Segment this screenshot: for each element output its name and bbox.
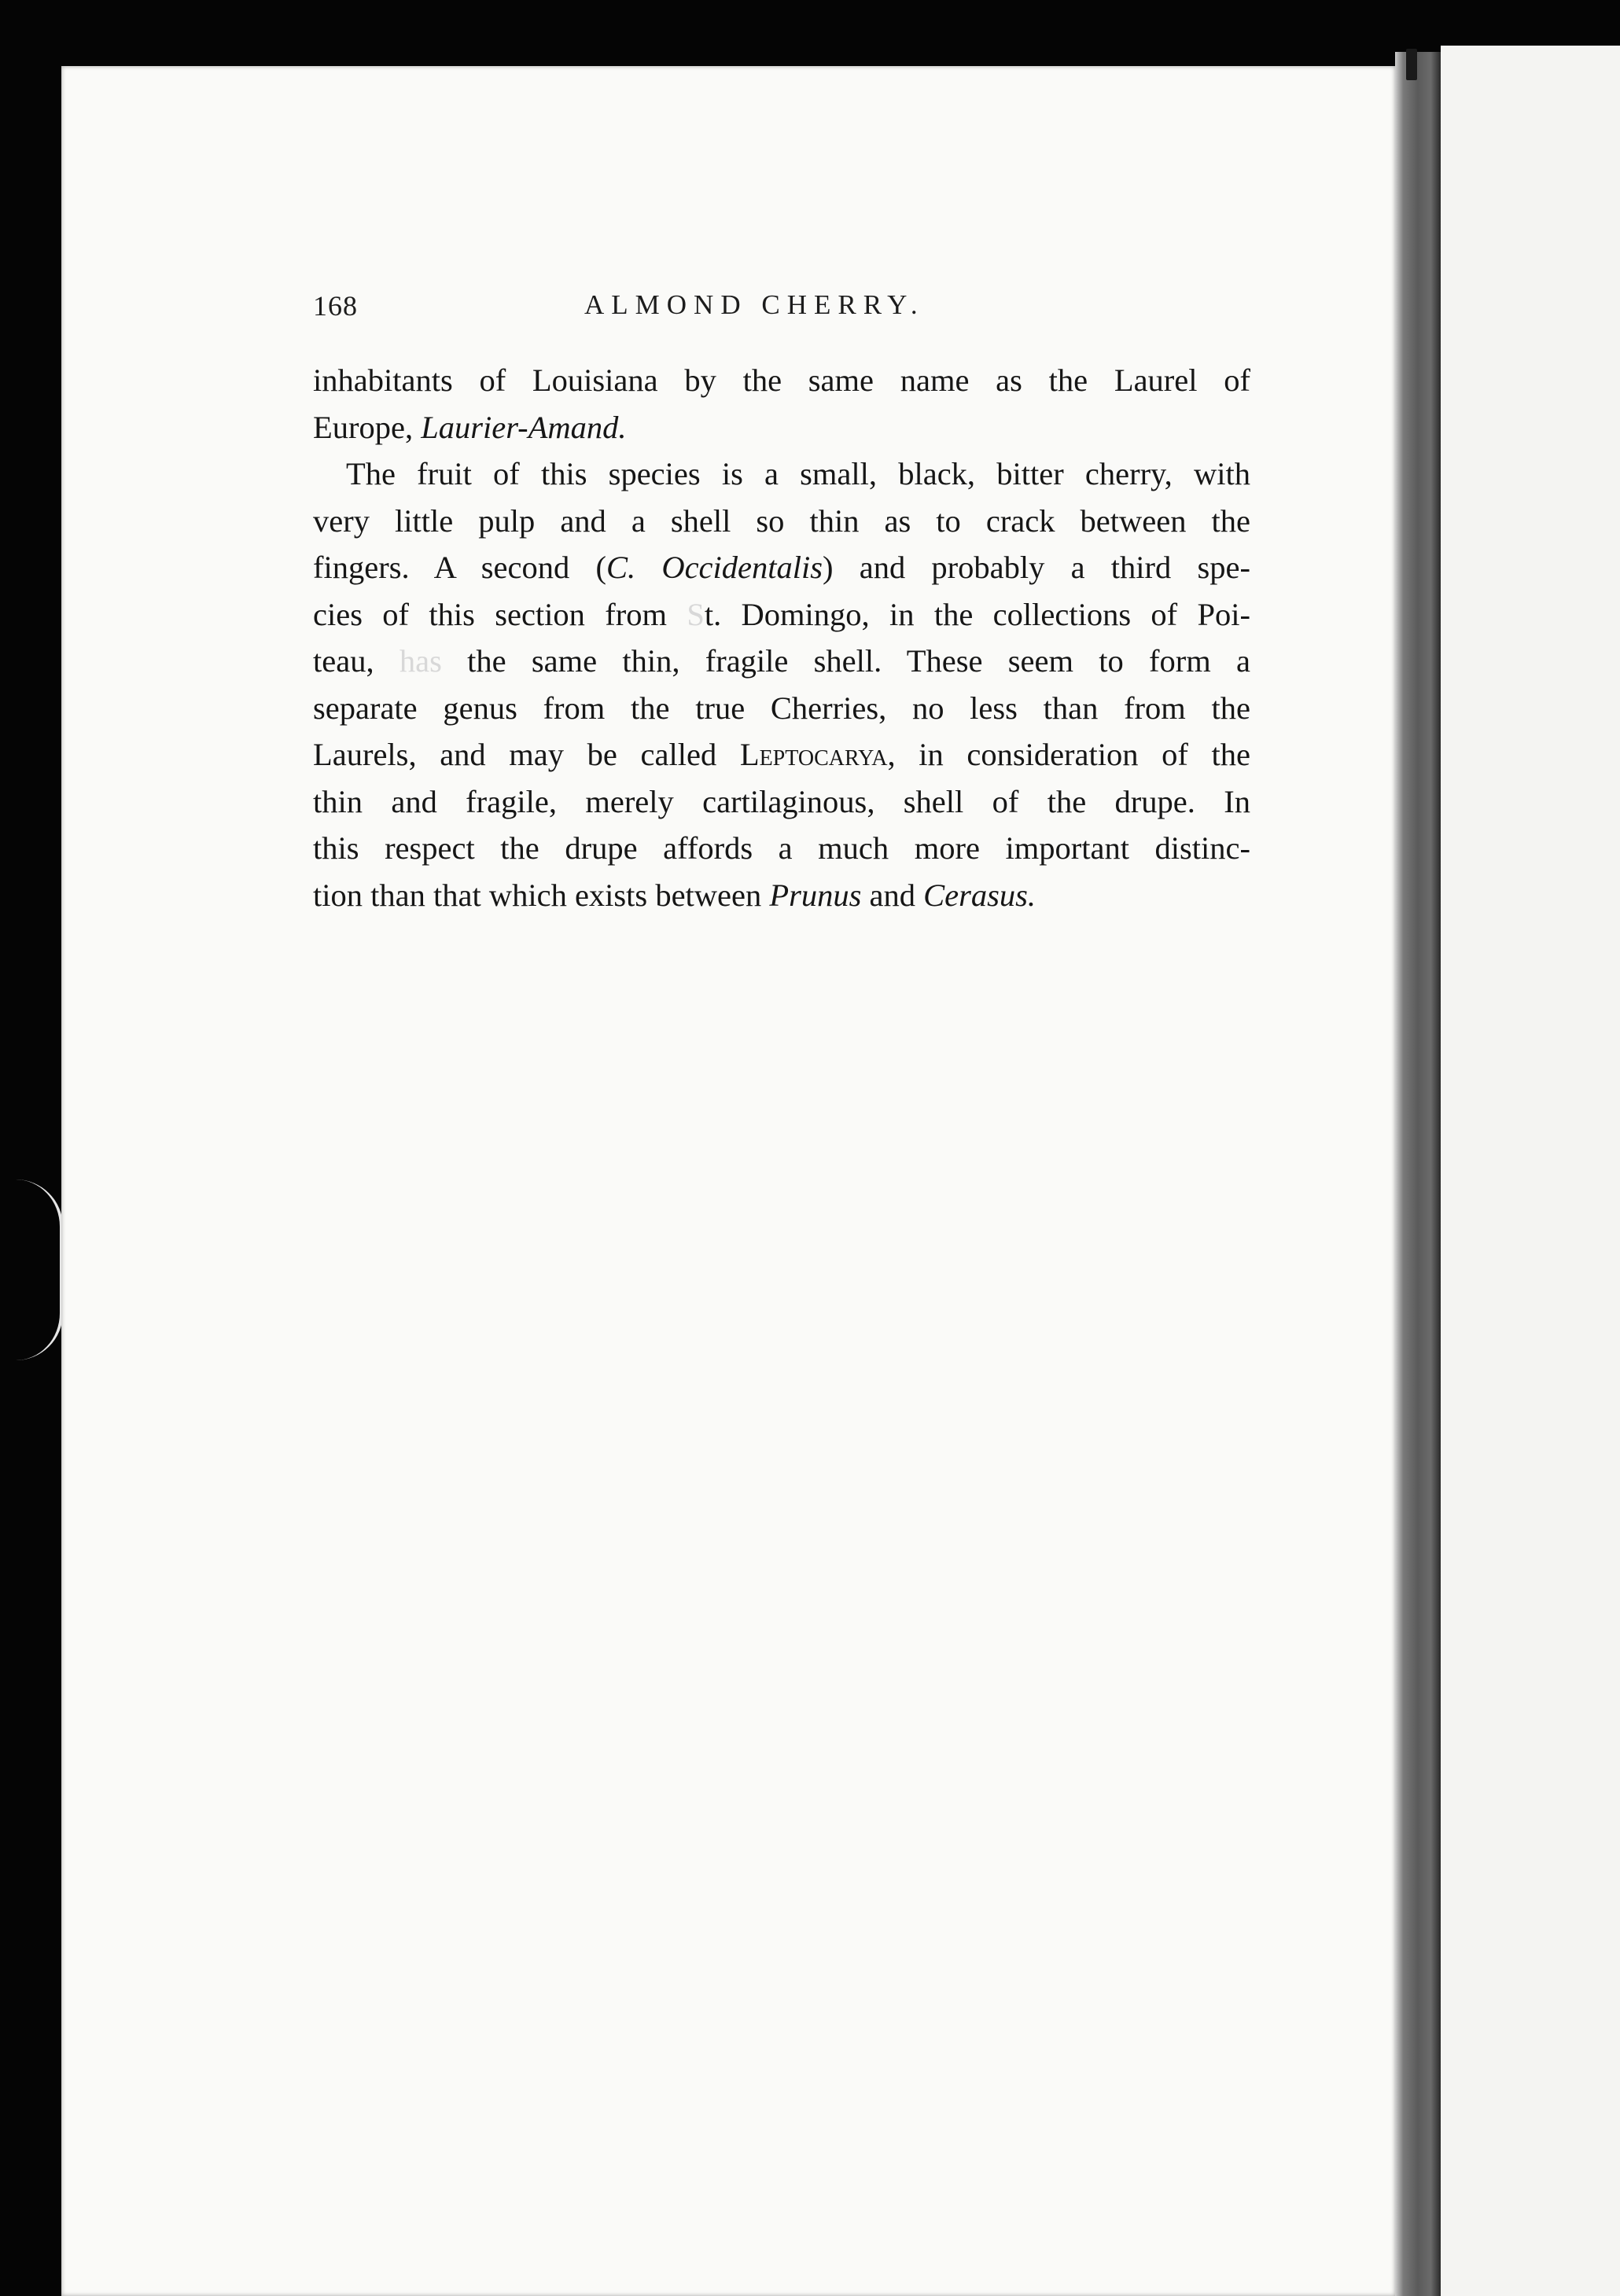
text-run: tion than that which exists between: [313, 877, 770, 913]
text-run: separate genus from the true Cherries, no less than from the: [313, 690, 1250, 726]
scanner-edge-mark: [0, 1179, 63, 1360]
text-run: cies of this section from: [313, 596, 687, 632]
text-run: ) and probably a third spe-: [823, 550, 1250, 585]
text-line-9: [313, 731, 1250, 778]
text-run: Laurels, and may be called: [313, 737, 740, 772]
text-run: t. Domingo, in the collections of Poi-: [704, 596, 1250, 632]
text-run: and: [861, 877, 924, 913]
text-run: Cerasus.: [923, 877, 1036, 913]
running-head: [313, 289, 1243, 330]
text-run: thin and fragile, merely cartilaginous, shell of the drupe. In: [313, 783, 1250, 819]
text-run: has: [399, 643, 442, 679]
spine-edge-shadow: [1406, 49, 1417, 80]
text-line-4: [313, 498, 1250, 545]
text-run: Leptocarya: [739, 737, 888, 772]
text-run: Prunus: [769, 877, 862, 913]
page-number: 168: [313, 290, 358, 322]
text-run: C. Occidentalis: [606, 550, 823, 585]
text-run: Laurier-Amand.: [421, 409, 627, 445]
text-line-8: [313, 685, 1250, 732]
text-line-2: [313, 404, 1250, 451]
text-run: , in consideration of the: [887, 737, 1250, 772]
text-line-5: [313, 544, 1250, 591]
text-run: this respect the drupe affords a much more important distinc-: [313, 830, 1250, 866]
book-spine: [1395, 52, 1441, 2296]
text-run: Europe,: [313, 409, 422, 445]
text-run: very little pulp and a shell so thin as to crack between the: [313, 502, 1250, 539]
text-line-6: [313, 591, 1250, 638]
text-line-11: [313, 825, 1250, 872]
facing-page-edge: [1441, 46, 1620, 2296]
text-run: The fruit of this species is a small, black, bitter cherry, with: [346, 456, 1250, 491]
text-run: inhabitants of Louisiana by the same name as the Laurel of: [313, 362, 1250, 398]
body-text: [313, 357, 1250, 918]
text-line-10: [313, 778, 1250, 826]
text-run: teau,: [313, 643, 399, 679]
text-run: fingers. A second (: [313, 550, 606, 585]
text-line-7: [313, 638, 1250, 685]
text-run: S: [687, 596, 705, 632]
text-line-3: [313, 451, 1250, 498]
text-line-12: [313, 872, 1250, 919]
text-line-1: [313, 357, 1250, 404]
running-title: ALMOND CHERRY.: [584, 289, 925, 320]
text-run: the same thin, fragile shell. These seem to form a: [441, 643, 1250, 679]
